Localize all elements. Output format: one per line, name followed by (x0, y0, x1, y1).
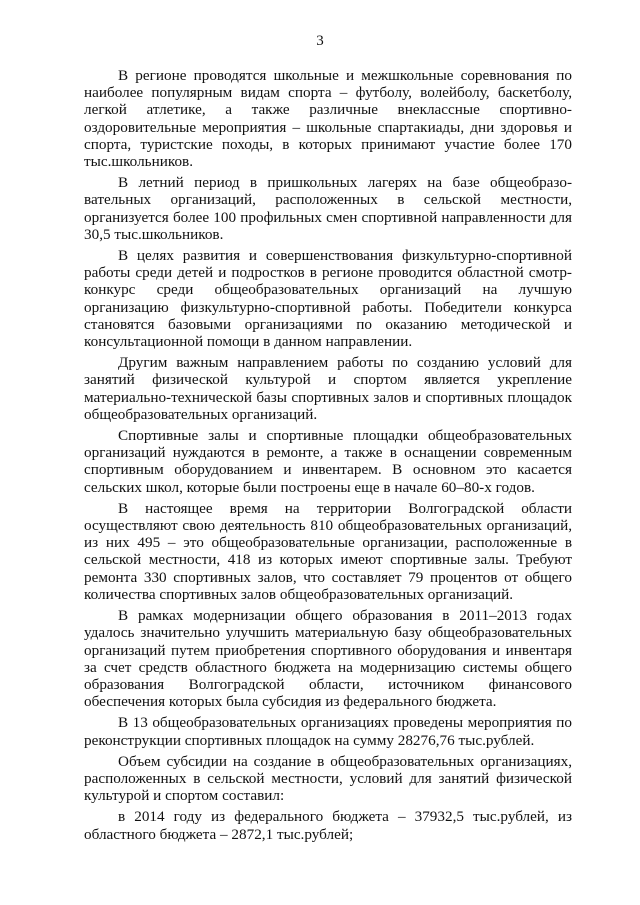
document-body (84, 67, 572, 847)
paragraph-organization-counts: В настоящее время на территории Волгоградской области осуществляют свою деятельность 810 общеобразовательных организаций, из них 495 – это общеобразовательные организации, расположенные в сельской местности, 418 из которых имеют спортивные залы. Требуют ремонта 330 спортивных залов, что составляет 79 процентов от общего количества спортивных залов общеобразовательных организаций. (84, 499, 572, 603)
paragraph-modernization: В рамках модернизации общего образования в 2011–2013 годах удалось значительно улучшить материальную базу общеобразовательных организаций путем приобретения спортивного оборудования и инвентаря за счет средств областного бюджета на модернизацию системы общего образования Волгоградской области, источником финансового обеспечения которых была субсидия из федерального бюджета. (84, 607, 572, 711)
paragraph-subsidy-2014: в 2014 году из федерального бюджета – 37932,5 тыс.рублей, из областного бюджета – 2872,1 тыс.рублей; (84, 808, 572, 843)
paragraph-material-base: Другим важным направлением работы по созданию условий для занятий физической культурой и спортом является укрепление материально-технической базы спортивных залов и спортивных площадок общеобразовательных организаций. (84, 354, 572, 423)
page-number: 3 (316, 33, 324, 49)
paragraph-reconstruction: В 13 общеобразовательных организациях проведены мероприятия по реконструкции спортивных площадок на сумму 28276,76 тыс.рублей. (84, 714, 572, 749)
paragraph-regional-contest: В целях развития и совершенствования физкультурно-спортивной работы среди детей и подростков в регионе проводится областной смотр-конкурс среди общеобразовательных организаций на лучшую организацию физкультурно-спортивной работы. Победители конкурса становятся базовыми организациями по оказанию методической и консультационной помощи в данном направлении. (84, 247, 572, 351)
paragraph-subsidy-intro: Объем субсидии на создание в общеобразовательных организациях, расположенных в сельской местности, условий для занятий физической культурой и спортом составил: (84, 752, 572, 805)
paragraph-repair-needs: Спортивные залы и спортивные площадки общеобразовательных организаций нуждаются в ремонте, а также в оснащении современным спортивным оборудованием и инвентарем. В основном это касается сельских школ, которые были построены еще в начале 60–80-х годов. (84, 427, 572, 496)
paragraph-summer-camps: В летний период в пришкольных лагерях на базе общеобразовательных организаций, расположенных в сельской местности, организуется более 100 профильных смен спортивной направленности для 30,5 тыс.школьников. (84, 174, 572, 243)
paragraph-school-competitions: В регионе проводятся школьные и межшкольные соревнования по наиболее популярным видам спорта – футболу, волейболу, баскетболу, легкой атлетике, а также различные внеклассные спортивно-оздоровительные мероприятия – школьные спартакиады, дни здоровья и спорта, туристские походы, в которых принимают участие более 170 тыс.школьников. (84, 67, 572, 171)
